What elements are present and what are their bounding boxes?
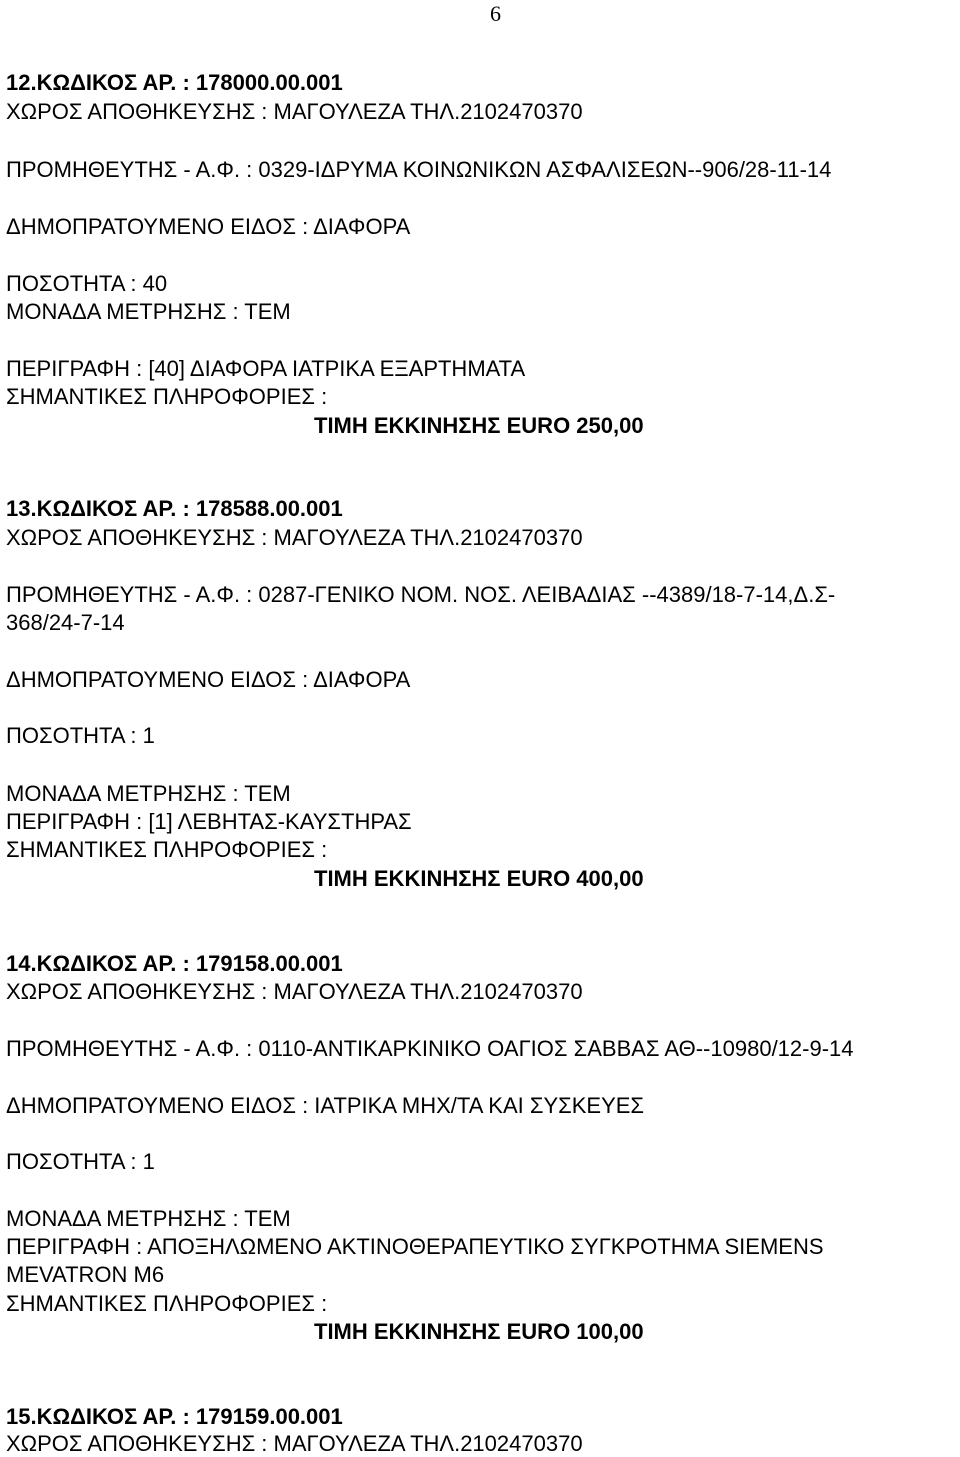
page-number: 6 (490, 1, 501, 26)
storage-location: ΧΩΡΟΣ ΑΠΟΘΗΚΕΥΣΗΣ : ΜΑΓΟΥΛΕΖΑ ΤΗΛ.2102470370 (6, 1431, 583, 1456)
auction-category: ΔΗΜΟΠΡΑΤΟΥΜΕΝΟ ΕΙΔΟΣ : ΙΑΤΡΙΚΑ ΜΗΧ/ΤΑ ΚΑΙ ΣΥΣΚΕΥΕΣ (6, 1093, 645, 1118)
supplier-continued: 368/24-7-14 (6, 610, 125, 635)
starting-price: ΤΙΜΗ ΕΚΚΙΝΗΣΗΣ EURO 250,00 (314, 413, 644, 438)
supplier: ΠΡΟΜΗΘΕΥΤΗΣ - Α.Φ. : 0110-ΑΝΤΙΚΑΡΚΙΝΙΚΟ ΟΑΓΙΟΣ ΣΑΒΒΑΣ ΑΘ--10980/12-9-14 (6, 1036, 854, 1061)
quantity: ΠΟΣΟΤΗΤΑ : 40 (6, 271, 168, 296)
starting-price: ΤΙΜΗ ΕΚΚΙΝΗΣΗΣ EURO 100,00 (314, 1319, 644, 1344)
supplier: ΠΡΟΜΗΘΕΥΤΗΣ - Α.Φ. : 0329-ΙΔΡΥΜΑ ΚΟΙΝΩΝΙΚΩΝ ΑΣΦΑΛΙΣΕΩΝ--906/28-11-14 (6, 157, 832, 182)
quantity: ΠΟΣΟΤΗΤΑ : 1 (6, 723, 155, 748)
description: ΠΕΡΙΓΡΑΦΗ : [1] ΛΕΒΗΤΑΣ-ΚΑΥΣΤΗΡΑΣ (6, 809, 412, 834)
auction-category: ΔΗΜΟΠΡΑΤΟΥΜΕΝΟ ΕΙΔΟΣ : ΔΙΑΦΟΡΑ (6, 667, 411, 692)
auction-category: ΔΗΜΟΠΡΑΤΟΥΜΕΝΟ ΕΙΔΟΣ : ΔΙΑΦΟΡΑ (6, 214, 411, 239)
starting-price: ΤΙΜΗ ΕΚΚΙΝΗΣΗΣ EURO 400,00 (314, 866, 644, 891)
supplier: ΠΡΟΜΗΘΕΥΤΗΣ - Α.Φ. : 0287-ΓΕΝΙΚΟ ΝΟΜ. ΝΟΣ. ΛΕΙΒΑΔΙΑΣ --4389/18-7-14,Δ.Σ- (6, 582, 836, 607)
description-continued: MEVATRON M6 (6, 1262, 165, 1287)
description: ΠΕΡΙΓΡΑΦΗ : [40] ΔΙΑΦΟΡΑ ΙΑΤΡΙΚΑ ΕΞΑΡΤΗΜΑΤΑ (6, 356, 526, 381)
important-info: ΣΗΜΑΝΤΙΚΕΣ ΠΛΗΡΟΦΟΡΙΕΣ : (6, 384, 328, 409)
important-info: ΣΗΜΑΝΤΙΚΕΣ ΠΛΗΡΟΦΟΡΙΕΣ : (6, 1291, 328, 1316)
quantity: ΠΟΣΟΤΗΤΑ : 1 (6, 1149, 155, 1174)
important-info: ΣΗΜΑΝΤΙΚΕΣ ΠΛΗΡΟΦΟΡΙΕΣ : (6, 837, 328, 862)
item-code: 15.ΚΩΔΙΚΟΣ ΑΡ. : 179159.00.001 (6, 1404, 343, 1429)
item-code: 14.ΚΩΔΙΚΟΣ ΑΡ. : 179158.00.001 (6, 951, 343, 976)
item-code: 12.ΚΩΔΙΚΟΣ ΑΡ. : 178000.00.001 (6, 70, 343, 95)
unit-of-measure: ΜΟΝΑΔΑ ΜΕΤΡΗΣΗΣ : ΤΕΜ (6, 781, 291, 806)
storage-location: ΧΩΡΟΣ ΑΠΟΘΗΚΕΥΣΗΣ : ΜΑΓΟΥΛΕΖΑ ΤΗΛ.2102470370 (6, 979, 583, 1004)
description: ΠΕΡΙΓΡΑΦΗ : ΑΠΟΞΗΛΩΜΕΝΟ ΑΚΤΙΝΟΘΕΡΑΠΕΥΤΙΚΟ ΣΥΓΚΡΟΤΗΜΑ SIEMENS (6, 1234, 824, 1259)
storage-location: ΧΩΡΟΣ ΑΠΟΘΗΚΕΥΣΗΣ : ΜΑΓΟΥΛΕΖΑ ΤΗΛ.2102470370 (6, 525, 583, 550)
item-code: 13.ΚΩΔΙΚΟΣ ΑΡ. : 178588.00.001 (6, 496, 343, 521)
storage-location: ΧΩΡΟΣ ΑΠΟΘΗΚΕΥΣΗΣ : ΜΑΓΟΥΛΕΖΑ ΤΗΛ.2102470370 (6, 99, 583, 124)
unit-of-measure: ΜΟΝΑΔΑ ΜΕΤΡΗΣΗΣ : ΤΕΜ (6, 299, 291, 324)
unit-of-measure: ΜΟΝΑΔΑ ΜΕΤΡΗΣΗΣ : ΤΕΜ (6, 1206, 291, 1231)
